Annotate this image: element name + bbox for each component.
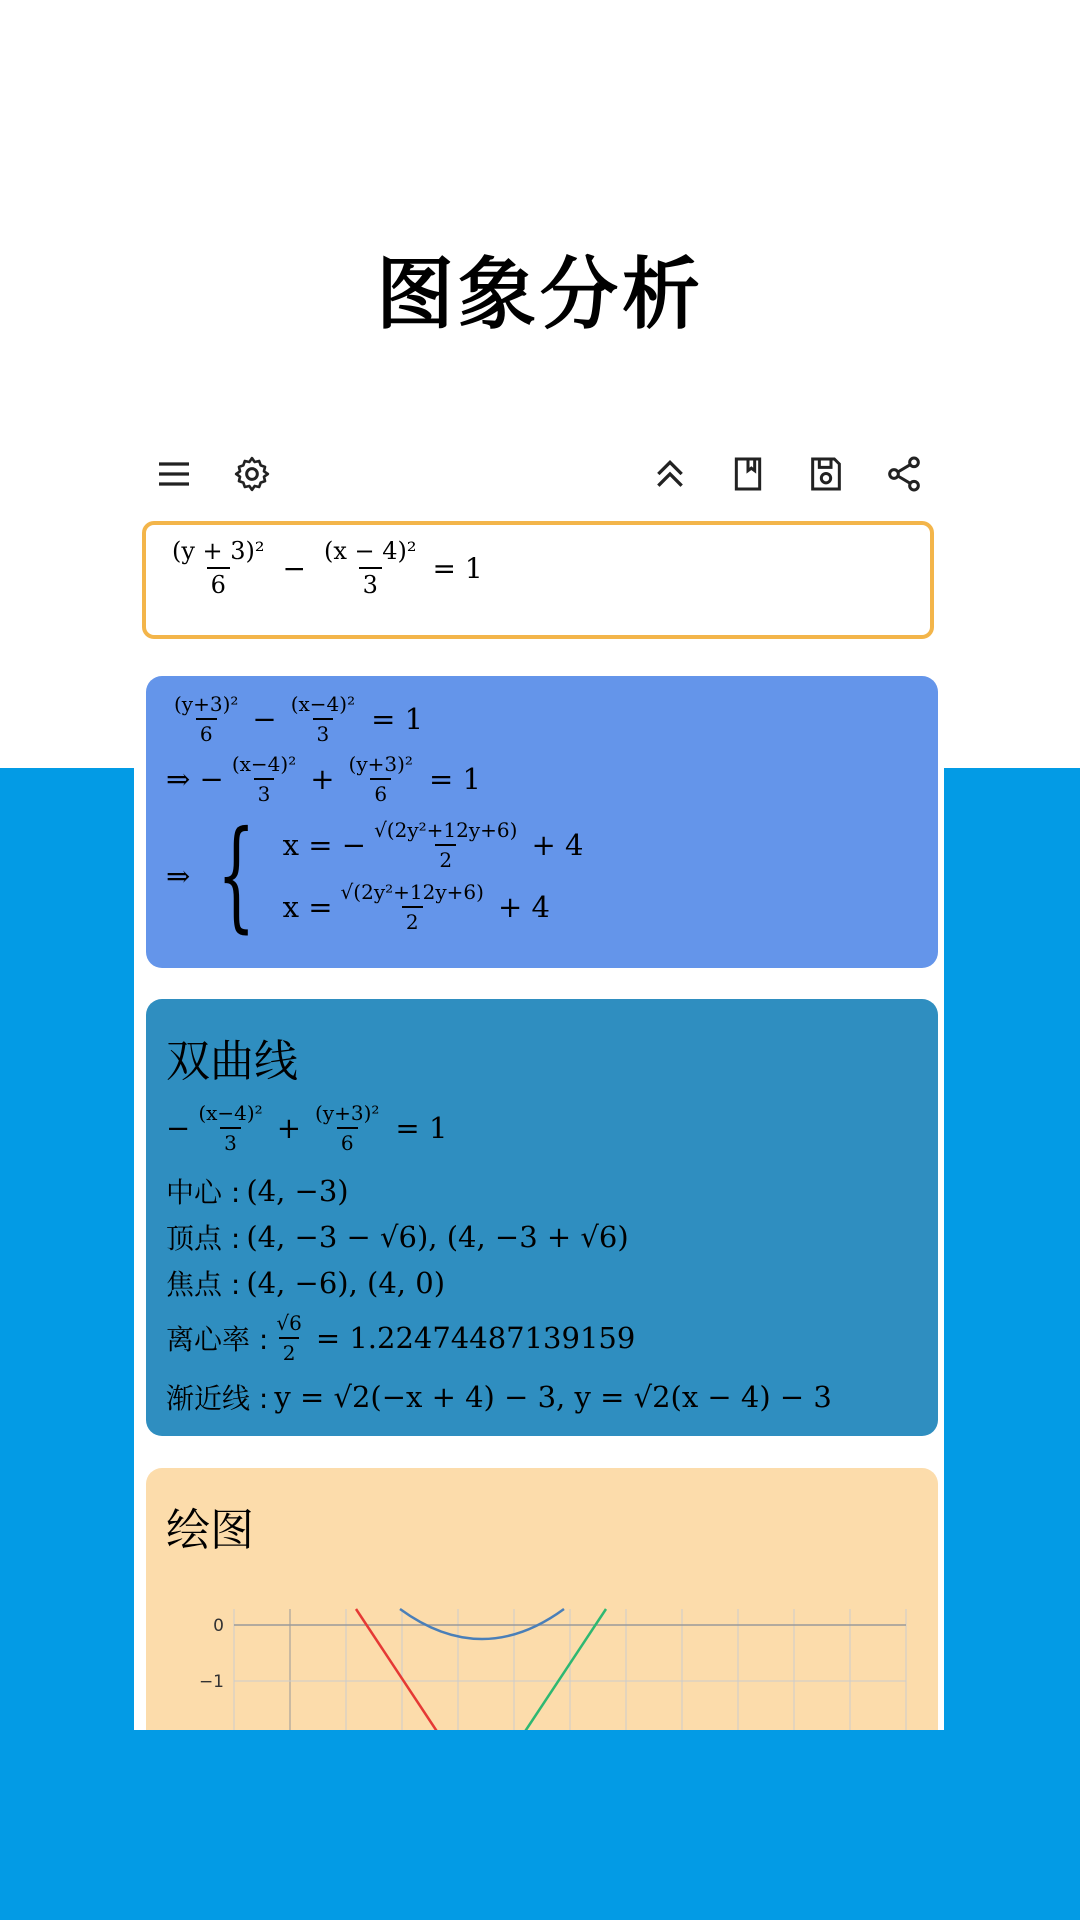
case1-num: √(2y²+12y+6) [374,818,518,842]
case2-num: √(2y²+12y+6) [340,880,484,904]
y-tick-label: −1 [198,1672,224,1692]
input-minus: − [282,551,307,585]
menu-icon [154,454,194,494]
save-button[interactable] [798,446,854,502]
case2-den: 2 [402,906,423,934]
bookmark-button[interactable] [720,446,776,502]
share-icon [884,454,924,494]
vertices-label: 顶点 : [166,1222,241,1255]
center-label: 中心 : [166,1176,241,1209]
asymptote-1-line [356,1609,442,1739]
plot-title: 绘图 [166,1505,254,1556]
cases [283,818,584,934]
plot-y-ticks [199,1616,224,1748]
hyper-eq-prefix: − [166,1111,191,1145]
collapse-button[interactable] [642,446,698,502]
double-chevron-up-icon [650,454,690,494]
plot-area[interactable] [198,1609,926,1739]
solution-card [146,676,938,968]
y-tick-label: 0 [213,1616,224,1636]
input-fraction-1 [168,537,269,599]
hyperbola-equation [166,1101,447,1155]
case1-den: 2 [435,844,456,872]
step2-op: + [310,762,335,796]
hyperbola-curve [400,1609,564,1639]
step3-implies: ⇒ [166,859,191,893]
hyper-eq-den-1: 3 [220,1127,241,1155]
eccentricity-den: 2 [279,1337,300,1365]
step2-den-1: 3 [254,778,275,806]
foci-row [166,1263,445,1303]
step2-den-2: 6 [370,778,391,806]
hyper-eq-op: + [276,1111,302,1145]
solution-step-2 [166,752,481,806]
foci-value: (4, −6), (4, 0) [246,1266,446,1300]
app-screen [134,428,944,1730]
center-value: (4, −3) [246,1174,349,1208]
plot-card [146,1468,938,1730]
toolbar [134,428,944,520]
case2-rhs: + 4 [497,890,550,924]
step2-prefix: ⇒ − [166,762,224,796]
input-rhs: = 1 [432,551,483,585]
step1-den-1: 6 [196,718,217,746]
input-num-2: (x − 4)² [324,537,417,565]
gear-icon [232,454,272,494]
step2-num-2: (y+3)² [348,752,413,776]
input-expression [164,537,483,599]
plot-curves [356,1609,606,1739]
case2-lhs: x = [282,890,333,924]
foci-label: 焦点 : [166,1268,241,1301]
step1-num-2: (x−4)² [290,692,356,716]
step2-rhs: = 1 [428,762,481,796]
plot-svg [198,1609,926,1739]
case-2 [283,880,584,934]
settings-button[interactable] [224,446,280,502]
hyper-eq-num-2: (y+3)² [315,1101,380,1125]
eccentricity-num: √6 [276,1311,302,1335]
brace: { [217,806,256,945]
hyperbola-card [146,999,938,1436]
share-button[interactable] [876,446,932,502]
solution-step-3 [166,806,584,945]
input-fraction-2 [320,537,421,599]
step1-den-2: 3 [313,718,334,746]
hyper-eq-rhs: = 1 [395,1111,448,1145]
input-num-1: (y + 3)² [172,537,265,565]
case-1 [283,818,584,872]
step2-num-1: (x−4)² [231,752,297,776]
step1-rhs: = 1 [371,702,424,736]
case1-rhs: + 4 [531,828,584,862]
eccentricity-label: 离心率 : [166,1323,269,1356]
plot-grid [234,1609,906,1739]
step1-op: − [252,702,277,736]
vertices-value: (4, −3 − √6), (4, −3 + √6) [246,1220,629,1254]
asymptotes-row [166,1377,832,1417]
center-row [166,1171,349,1211]
input-den-1: 6 [207,567,230,599]
hyperbola-title: 双曲线 [166,1036,298,1087]
input-den-2: 3 [359,567,382,599]
asymptotes-label: 渐近线 : [166,1382,269,1415]
background-blue-bottom [0,1730,1080,1920]
hyper-eq-num-1: (x−4)² [198,1101,263,1125]
solution-step-1 [166,692,423,746]
asymptotes-value: y = √2(−x + 4) − 3, y = √2(x − 4) − 3 [274,1380,832,1414]
step1-num-1: (y+3)² [174,692,239,716]
menu-button[interactable] [146,446,202,502]
page-title: 图象分析 [375,250,704,340]
eccentricity-value: = 1.22474487139159 [315,1321,636,1355]
case1-lhs: x = − [282,828,367,862]
bookmark-icon [728,454,768,494]
equation-input[interactable] [142,521,934,639]
save-icon [806,454,846,494]
eccentricity-row [166,1311,635,1365]
hyper-eq-den-2: 6 [337,1127,358,1155]
vertices-row [166,1217,629,1257]
